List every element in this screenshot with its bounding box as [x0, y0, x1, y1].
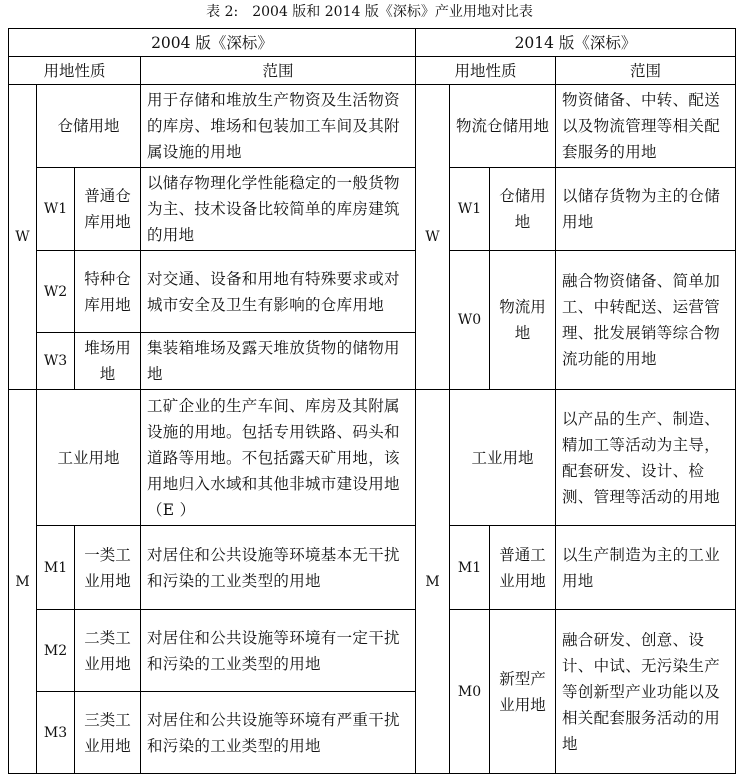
table-caption: 表 2: 2004 版和 2014 版《深标》产业用地对比表 [206, 4, 533, 20]
m-2004-sub-name: 一类工业用地 [75, 526, 141, 610]
w-2004-sub-code: W1 [37, 168, 75, 251]
w-2004-sub-name: 普通仓库用地 [75, 168, 141, 251]
m-2014-main-name: 工业用地 [450, 390, 556, 526]
w-2004-sub-code: W2 [37, 251, 75, 333]
w-2014-sub-scope: 融合物资储备、简单加工、中转配送、运营管理、批发展销等综合物流功能的用地 [556, 251, 736, 390]
m-2004-sub-scope: 对居住和公共设施等环境基本无干扰和污染的工业类型的用地 [141, 526, 416, 610]
m-2014-sub-code: M0 [450, 610, 490, 774]
header-2014: 2014 版《深标》 [416, 29, 736, 57]
w-2014-sub-name: 仓储用地 [490, 168, 556, 251]
w-2014-sub-name: 物流用地 [490, 251, 556, 390]
w-2004-sub-scope: 集装箱堆场及露天堆放货物的储物用地 [141, 333, 416, 390]
header-2004: 2004 版《深标》 [9, 29, 416, 57]
m-major-code-2004: M [9, 390, 37, 774]
m-2014-sub-scope: 以生产制造为主的工业用地 [556, 526, 736, 610]
m-2004-main-name: 工业用地 [37, 390, 141, 526]
m-2004-sub-name: 二类工业用地 [75, 610, 141, 692]
w-2014-main-name: 物流仓储用地 [450, 85, 556, 168]
w-2004-sub-name: 堆场用地 [75, 333, 141, 390]
w-2004-main-scope: 用于存储和堆放生产物资及生活物资的库房、堆场和包装加工车间及其附属设施的用地 [141, 85, 416, 168]
w-2004-sub-code: W3 [37, 333, 75, 390]
w-major-code-2004: W [9, 85, 37, 390]
m-2014-sub-name: 新型产业用地 [490, 610, 556, 774]
land-use-comparison-table [8, 28, 736, 774]
w-2004-sub-scope: 对交通、设备和用地有特殊要求或对城市安全及卫生有影响的仓库用地 [141, 251, 416, 333]
m-2004-main-scope: 工矿企业的生产车间、库房及其附属设施的用地。包括专用铁路、码头和道路等用地。不包括露天矿用地，该用地归入水域和其他非城市建设用地（E ） [141, 390, 416, 526]
m-2004-sub-code: M3 [37, 692, 75, 774]
w-2014-sub-code: W0 [450, 251, 490, 390]
header-2004-nature: 用地性质 [9, 57, 141, 85]
w-2004-sub-scope: 以储存物理化学性能稳定的一般货物为主、技术设备比较简单的库房建筑的用地 [141, 168, 416, 251]
header-2014-scope: 范围 [556, 57, 736, 85]
w-2004-sub-name: 特种仓库用地 [75, 251, 141, 333]
m-major-code-2014: M [416, 390, 450, 774]
w-2004-main-name: 仓储用地 [37, 85, 141, 168]
m-2014-sub-name: 普通工业用地 [490, 526, 556, 610]
header-2014-nature: 用地性质 [416, 57, 556, 85]
w-2014-sub-code: W1 [450, 168, 490, 251]
w-2014-main-scope: 物资储备、中转、配送以及物流管理等相关配套服务的用地 [556, 85, 736, 168]
w-2014-sub-scope: 以储存货物为主的仓储用地 [556, 168, 736, 251]
header-2004-scope: 范围 [141, 57, 416, 85]
m-2004-sub-code: M1 [37, 526, 75, 610]
m-2004-sub-code: M2 [37, 610, 75, 692]
w-major-code-2014: W [416, 85, 450, 390]
m-2014-main-scope: 以产品的生产、制造、精加工等活动为主导，配套研发、设计、检测、管理等活动的用地 [556, 390, 736, 526]
m-2014-sub-code: M1 [450, 526, 490, 610]
m-2004-sub-scope: 对居住和公共设施等环境有一定干扰和污染的工业类型的用地 [141, 610, 416, 692]
m-2004-sub-scope: 对居住和公共设施等环境有严重干扰和污染的工业类型的用地 [141, 692, 416, 774]
m-2004-sub-name: 三类工业用地 [75, 692, 141, 774]
m-2014-sub-scope: 融合研发、创意、设计、中试、无污染生产等创新型产业功能以及相关配套服务活动的用地 [556, 610, 736, 774]
